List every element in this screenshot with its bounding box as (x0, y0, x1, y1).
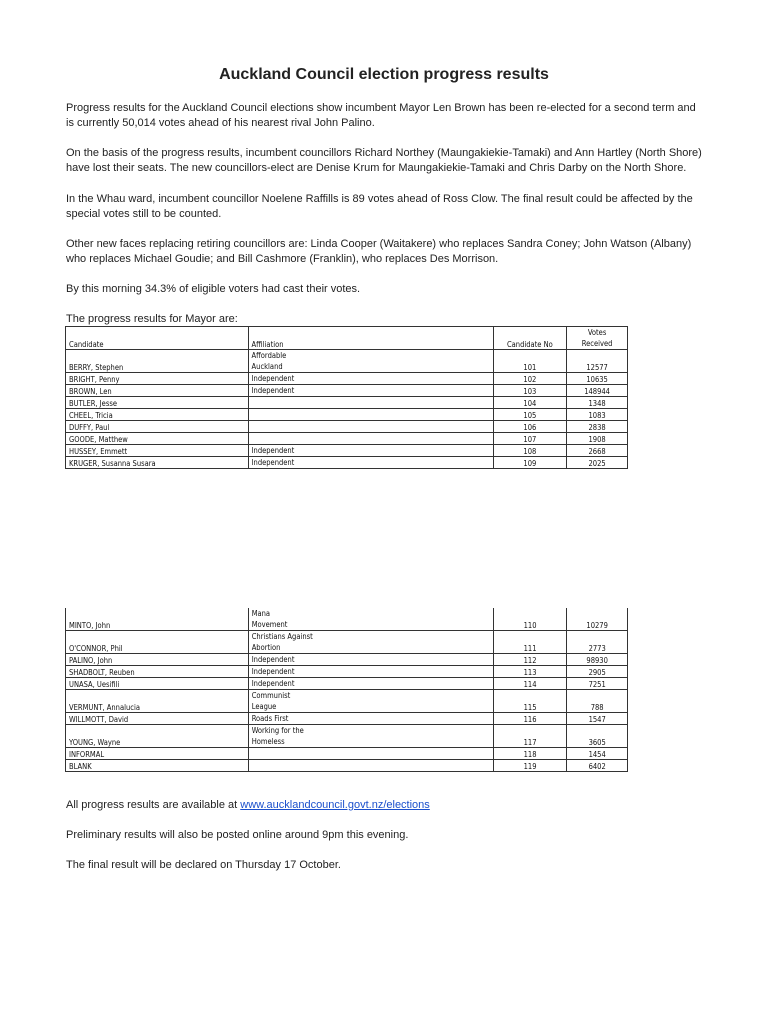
table-row (66, 678, 628, 690)
mayor-results-table-part2 (65, 608, 628, 772)
cell-candidate: SHADBOLT, Reuben (66, 666, 249, 678)
cell-affiliation: Independent (248, 385, 493, 397)
cell-candidate-no: 112 (493, 654, 566, 666)
cell-affiliation (248, 748, 493, 760)
elections-link[interactable]: www.aucklandcouncil.govt.nz/elections (240, 799, 430, 811)
cell-candidate: KRUGER, Susanna Susara (66, 457, 249, 469)
cell-votes: 2773 (567, 631, 628, 654)
cell-candidate-no: 118 (493, 748, 566, 760)
cell-candidate: O'CONNOR, Phil (66, 631, 249, 654)
cell-candidate-no: 103 (493, 385, 567, 397)
paragraph-all-results (66, 798, 706, 813)
cell-affiliation: Communist League (248, 690, 493, 713)
cell-votes: 6402 (567, 760, 628, 772)
table-header-row (66, 327, 628, 350)
cell-affiliation (248, 421, 493, 433)
table-row (66, 409, 628, 421)
cell-candidate-no: 105 (493, 409, 567, 421)
cell-candidate: PALINO, John (66, 654, 249, 666)
cell-affiliation (248, 409, 493, 421)
cell-votes: 12577 (567, 350, 628, 373)
cell-candidate: BRIGHT, Penny (66, 373, 249, 385)
mayor-results-table-part1 (65, 326, 628, 469)
cell-votes: 2025 (567, 457, 628, 469)
table-row (66, 350, 628, 373)
cell-affiliation: Independent (248, 654, 493, 666)
cell-candidate: MINTO, John (66, 608, 249, 631)
cell-candidate-no: 106 (493, 421, 567, 433)
paragraph-table-intro: The progress results for Mayor are: (66, 313, 238, 325)
cell-votes: 788 (567, 690, 628, 713)
cell-votes: 10635 (567, 373, 628, 385)
table-row (66, 421, 628, 433)
cell-votes: 1547 (567, 713, 628, 725)
cell-candidate: YOUNG, Wayne (66, 725, 249, 748)
cell-votes: 2905 (567, 666, 628, 678)
header-affiliation: Affiliation (248, 327, 493, 350)
cell-votes: 1083 (567, 409, 628, 421)
cell-candidate: VERMUNT, Annalucia (66, 690, 249, 713)
header-votes: Votes Received (567, 327, 628, 350)
cell-candidate: BLANK (66, 760, 249, 772)
cell-candidate-no: 104 (493, 397, 567, 409)
cell-votes: 3605 (567, 725, 628, 748)
cell-votes: 1348 (567, 397, 628, 409)
cell-candidate: UNASA, Uesifili (66, 678, 249, 690)
paragraph-turnout: By this morning 34.3% of eligible voters had cast their votes. (66, 283, 361, 295)
cell-votes: 2668 (567, 445, 628, 457)
table-row (66, 690, 628, 713)
cell-votes: 1908 (567, 433, 628, 445)
cell-votes: 2838 (567, 421, 628, 433)
cell-affiliation (248, 397, 493, 409)
cell-candidate-no: 108 (493, 445, 567, 457)
cell-candidate: CHEEL, Tricia (66, 409, 249, 421)
cell-candidate-no: 116 (493, 713, 566, 725)
table-row (66, 748, 628, 760)
table-row (66, 445, 628, 457)
cell-candidate-no: 102 (493, 373, 567, 385)
cell-affiliation: Independent (248, 678, 493, 690)
cell-votes: 10279 (567, 608, 628, 631)
cell-candidate-no: 113 (493, 666, 566, 678)
cell-votes: 148944 (567, 385, 628, 397)
table-row (66, 385, 628, 397)
cell-candidate-no: 109 (493, 457, 567, 469)
cell-candidate-no: 117 (493, 725, 566, 748)
cell-affiliation: Affordable Auckland (248, 350, 493, 373)
cell-candidate-no: 119 (493, 760, 566, 772)
cell-candidate-no: 114 (493, 678, 566, 690)
cell-votes: 1454 (567, 748, 628, 760)
cell-votes: 98930 (567, 654, 628, 666)
table-row (66, 725, 628, 748)
table-row (66, 666, 628, 678)
cell-affiliation (248, 433, 493, 445)
cell-affiliation: Roads First (248, 713, 493, 725)
cell-affiliation (248, 760, 493, 772)
header-candidate-no: Candidate No (493, 327, 567, 350)
paragraph-mayor-result: Progress results for the Auckland Council elections show incumbent Mayor Len Brown has been re-elected for a second term and is currently 50,014 votes ahead of his nearest rival John Palino. (66, 102, 696, 129)
header-candidate: Candidate (66, 327, 249, 350)
table-row (66, 713, 628, 725)
cell-affiliation: Independent (248, 445, 493, 457)
cell-affiliation: Christians Against Abortion (248, 631, 493, 654)
table-row (66, 608, 628, 631)
table-row (66, 457, 628, 469)
table-row (66, 654, 628, 666)
paragraph-final-result: The final result will be declared on Thursday 17 October. (66, 859, 341, 871)
cell-candidate-no: 115 (493, 690, 566, 713)
cell-affiliation: Independent (248, 666, 493, 678)
paragraph-preliminary: Preliminary results will also be posted online around 9pm this evening. (66, 829, 409, 841)
table-row (66, 760, 628, 772)
cell-candidate: BROWN, Len (66, 385, 249, 397)
table-row (66, 373, 628, 385)
paragraph-whau-ward: In the Whau ward, incumbent councillor Noelene Raffills is 89 votes ahead of Ross Clow. The final result could be affected by the special votes still to be counted. (66, 193, 693, 220)
cell-candidate: BERRY, Stephen (66, 350, 249, 373)
page-title: Auckland Council election progress results (219, 66, 549, 83)
table-row (66, 631, 628, 654)
cell-candidate-no: 101 (493, 350, 567, 373)
cell-candidate: GOODE, Matthew (66, 433, 249, 445)
cell-candidate: HUSSEY, Emmett (66, 445, 249, 457)
table-row (66, 397, 628, 409)
cell-candidate-no: 111 (493, 631, 566, 654)
cell-affiliation: Working for the Homeless (248, 725, 493, 748)
all-results-text: All progress results are available at (66, 799, 241, 811)
cell-candidate-no: 107 (493, 433, 567, 445)
cell-votes: 7251 (567, 678, 628, 690)
cell-affiliation: Mana Movement (248, 608, 493, 631)
paragraph-lost-seats: On the basis of the progress results, incumbent councillors Richard Northey (Maungakiekie-Tamaki) and Ann Hartley (North Shore) have lost their seats. The new councillors-elect are Denise Krum for Maungakiekie-Tamaki and Chris Darby on the North Shore. (66, 147, 702, 174)
cell-candidate-no: 110 (493, 608, 566, 631)
cell-candidate: WILLMOTT, David (66, 713, 249, 725)
cell-candidate: BUTLER, Jesse (66, 397, 249, 409)
cell-affiliation: Independent (248, 373, 493, 385)
cell-candidate: DUFFY, Paul (66, 421, 249, 433)
paragraph-new-faces: Other new faces replacing retiring councillors are: Linda Cooper (Waitakere) who replaces Sandra Coney; John Watson (Albany) who replaces Michael Goudie; and Bill Cashmore (Franklin), who replaces Des Morrison. (66, 238, 692, 265)
table-row (66, 433, 628, 445)
cell-candidate: INFORMAL (66, 748, 249, 760)
cell-affiliation: Independent (248, 457, 493, 469)
